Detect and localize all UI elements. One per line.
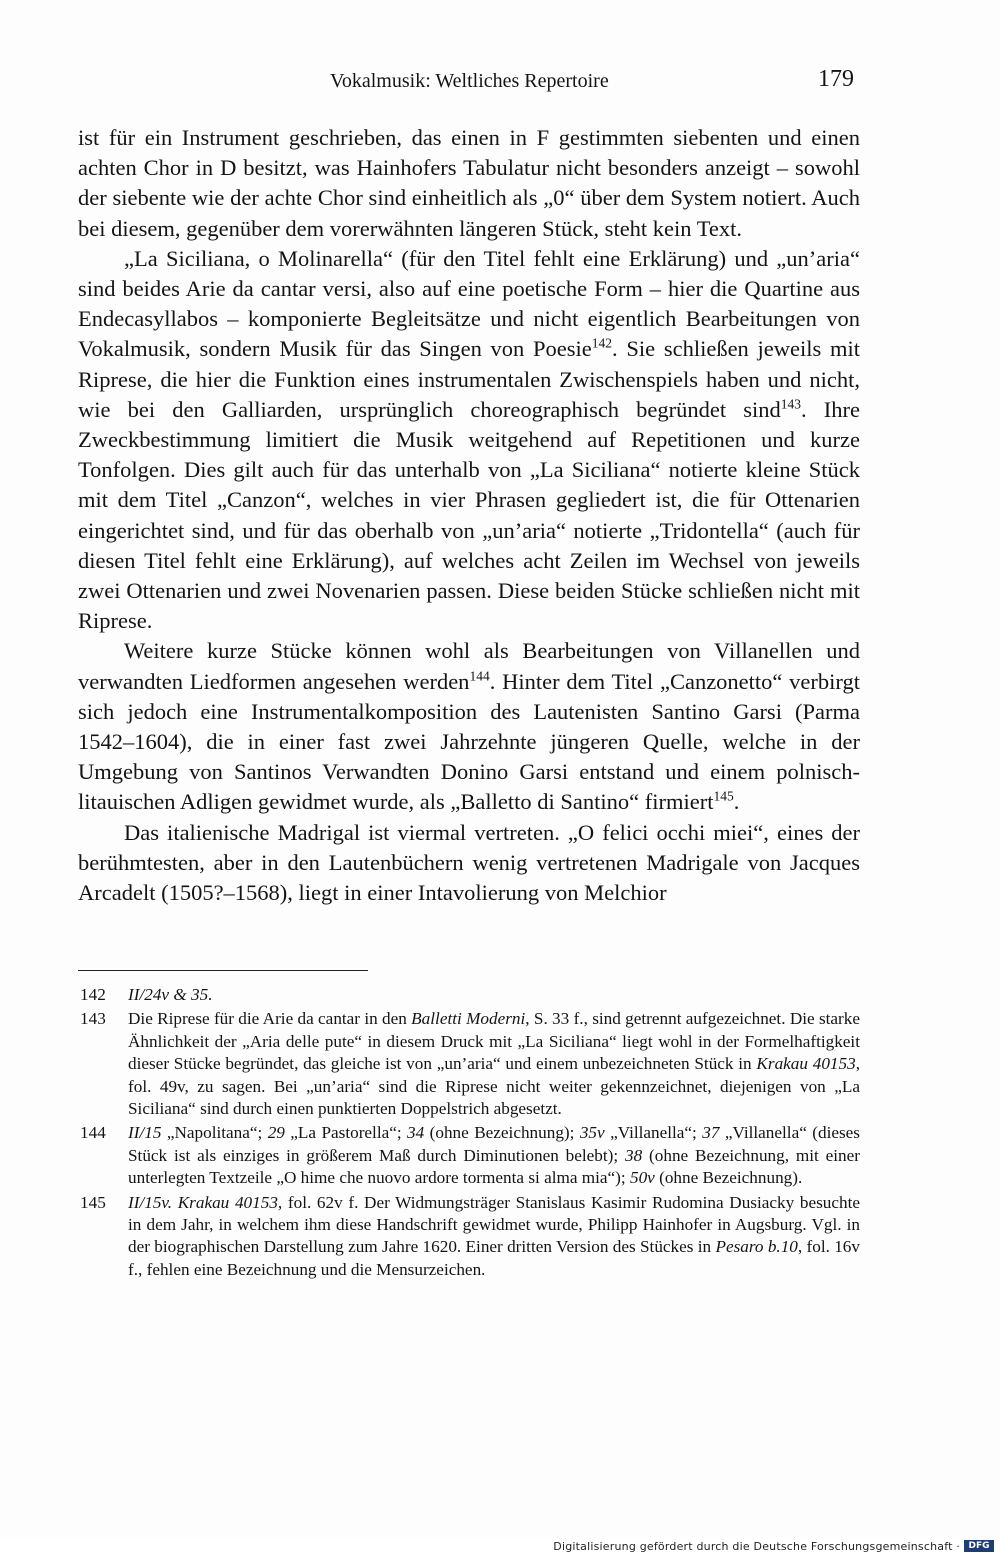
page-header xyxy=(78,66,860,100)
footnote-ref-143[interactable]: 143 xyxy=(780,396,802,412)
main-text xyxy=(78,123,860,908)
footnote-ref-142[interactable]: 142 xyxy=(591,335,613,351)
dfg-logo-icon: DFG xyxy=(964,1540,994,1552)
digitization-credit: Digitalisierung gefördert durch die Deutsche Forschungsgemeinschaft · xyxy=(553,1540,960,1553)
paragraph-4: Das italienische Madrigal ist viermal vertreten. „O felici occhi miei“, eines der berühmtesten, aber in den Lautenbüchern wenig vertretenen Madrigale von Jacques Arcadelt (1505?–1568), liegt in einer Intavolierung von Melchior xyxy=(78,819,860,906)
footnote-143: 143 Die Riprese für die Arie da cantar in den Balletti Moderni, S. 33 f., sind getrennt aufgezeichnet. Die starke Ähnlichkeit der „Aria delle pute“ in diesem Druck mit „La Siciliana“ liegt wohl in der Formelhaftigkeit dieser Stücke begründet, das gleiche ist von „un’aria“ und einem unbezeichneten Stück in Krakau 40153, fol. 49v, zu sagen. Bei „un’aria“ sind die Riprese nicht weiter gekennzeichnet, diejenigen von „La Siciliana“ sind durch einen punktierten Doppelstrich abgesetzt. xyxy=(80,1009,861,1119)
footnote-separator xyxy=(78,970,368,971)
footnote-number: 145 xyxy=(80,1192,106,1212)
running-title: Vokalmusik: Weltliches Repertoire xyxy=(330,70,609,92)
footnote-ref-145[interactable]: 145 xyxy=(713,788,734,804)
paragraph-2: „La Siciliana, o Molinarella“ (für den Titel fehlt eine Erklärung) und „un’aria“ sind beides Arie da cantar versi, also auf eine poetische Form – hier die Quartine aus Endecasyllabos – komponierte Begleitsätze und nicht eigentlich Bearbeitungen von Vokalmusik, sondern Musik für das Singen von Poesie$^{142}$. Sie schließen jeweils mit Riprese, die hier die Funktion eines instrumentalen Zwischenspiels haben und nicht, wie bei den Galliarden, ursprünglich choreographisch begründet sind$^{143}$. Ihre Zweckbestimmung limitiert die Musik weitgehend auf Repetitionen und kurze Tonfolgen. Dies gilt auch für das unterhalb von „La Siciliana“ notierte kleine Stück mit dem Titel „Canzon“, welches in vier Phrasen gegliedert ist, die für Ottenarien eingerichtet sind, und für das oberhalb von „un’aria“ notierte „Tridontella“ (auch für diesen Titel fehlt eine Erklärung), auf welches acht Zeilen im Wechsel von jeweils zwei Ottenarien und zwei Novenarien passen. Diese beiden Stücke schließen nicht mit Riprese. xyxy=(78,245,860,634)
footnote-ref-144[interactable]: 144 xyxy=(469,668,490,684)
footnote-number: 142 xyxy=(80,985,106,1004)
paragraph-1: ist für ein Instrument geschrieben, das einen in F gestimmten siebenten und einen achten Chor in D besitzt, was Hainhofers Tabulatur nicht besonders anzeigt – sowohl der siebente wie der achte Chor sind einheitlich als „0“ über dem System notiert. Auch bei diesem, gegenüber dem vorerwähnten längeren Stück, steht kein Text. xyxy=(78,125,860,241)
footnotes xyxy=(78,984,860,1283)
footnote-144: 144 II/15 „Napolitana“; 29 „La Pastorella“; 34 (ohne Bezeichnung); 35v „Villanella“; 37 „Villanella“ (dieses Stück ist als einziges in größerem Maß durch Diminutionen belebt); 38 (ohne Bezeichnung, mit einer unterlegten Textzeile „O hime che nuovo ardore tormenta si alma mia“); 50v (ohne Bezeichnung). xyxy=(80,1123,860,1188)
footnote-145: 145 II/15v. Krakau 40153, fol. 62v f. Der Widmungsträger Stanislaus Kasimir Rudomina Dusiacky besuchte in dem Jahr, in welchem ihm diese Handschrift gewidmet wurde, Philipp Hainhofer in Augsburg. Vgl. in der biographischen Darstellung zum Jahre 1620. Einer dritten Version des Stückes in Pesaro b.10, fol. 16v f., fehlen eine Bezeichnung und die Mensurzeichen. xyxy=(80,1192,861,1279)
page-number: 179 xyxy=(818,66,854,92)
footnote-number: 144 xyxy=(80,1123,106,1143)
paragraph-3: Weitere kurze Stücke können wohl als Bearbeitungen von Villanellen und verwandten Liedformen angesehen werden$^{144}$. Hinter dem Titel „Canzonetto“ verbirgt sich jedoch eine Instrumentalkomposition des Lautenisten Santino Garsi (Parma 1542–1604), die in einer fast zwei Jahrzehnte jüngeren Quelle, welche in der Umgebung von Santinos Verwandten Donino Garsi entstand und einem polnisch-litauischen Adligen gewidmet wurde, als „Balletto di Santino“ firmiert$^{145}$. xyxy=(78,638,861,815)
footnote-number: 143 xyxy=(80,1009,106,1029)
footnote-142: 142 II/24v & 35. xyxy=(78,984,860,1006)
